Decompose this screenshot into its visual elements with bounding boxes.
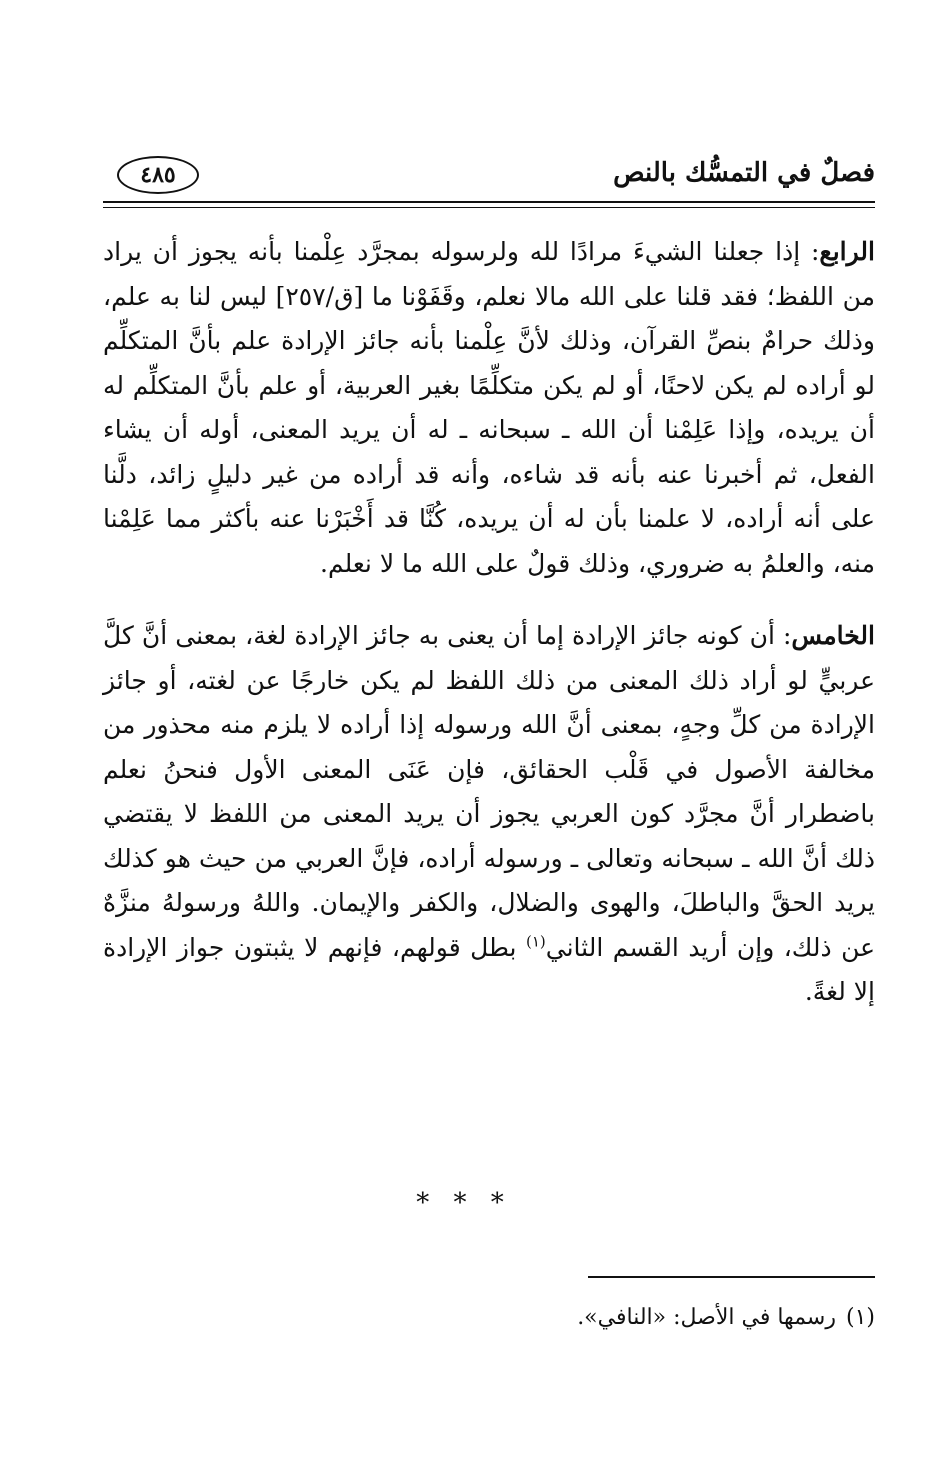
paragraph-body-end: بطل قولهم، فإنهم لا يثبتون جواز الإرادة إلا لغةً. [103,932,875,1006]
paragraph-body: : أن كونه جائز الإرادة إما أن يعنى به جائز الإرادة لغة، بمعنى أنَّ كلَّ عربيٍّ لو أراد ذلك المعنى من ذلك اللفظ لم يكن خارجًا عن لغته، أو جائز الإرادة من كلِّ وجهٍ، بمعنى أنَّ الله ورسوله إذا أراده لا يلزم منه محذور من مخالفة الأصول في قَلْب الحقائق، فإن عَنَى المعنى الأول فنحنُ نعلم باضطرار أنَّ مجرَّد كون العربي يجوز أن يريد المعنى من اللفظ لا يقتضي ذلك أنَّ الله ـ سبحانه وتعالى ـ ورسوله أراده، فإنَّ العربي من حيث هو كذلك يريد الحقَّ والباطلَ، والهوى والضلال، والكفر والإيمان. واللهُ ورسولهُ منزَّهٌ عن ذلك، وإن أريد القسم الثاني [103,621,876,962]
footnote-text: رسمها في الأصل: «النافي». [577,1305,836,1330]
header-rule-thin [103,207,875,208]
footnote-rule [588,1276,875,1278]
paragraph-lead: الرابع [819,237,875,266]
header-rule-thick [103,201,875,203]
footnote-reference[interactable]: (١) [525,932,546,951]
main-text [103,230,875,1015]
footnote-number: (١) [845,1305,875,1330]
page-number-badge: ٤٨٥ [117,156,199,194]
section-separator: * * * [416,1188,512,1218]
paragraph-lead: الخامس [791,621,875,650]
paragraph-body: : إذا جعلنا الشيءَ مرادًا لله ولرسوله بمجرَّد عِلْمنا بأنه يجوز أن يراد من اللفظ؛ فقد قلنا على الله مالا نعلم، وقَفَوْنا ما [ق/٢٥٧] ليس لنا به علم، وذلك حرامٌ بنصِّ القرآن، وذلك لأنَّ عِلْمنا بأنه جائز الإرادة علم بأنَّ المتكلِّم لو أراده لم يكن لاحنًا، أو لم يكن متكلِّمًا بغير العربية، أو علم بأنَّ المتكلِّم له أن يريده، وإذا عَلِمْنا أن الله ـ سبحانه ـ له أن يريد المعنى، أوله أن يشاء الفعل، ثم أخبرنا عنه بأنه قد شاءه، وأنه قد أراده من غير دليلٍ زائد، دلَّنا على أنه أراده، لا علمنا بأن له أن يريده، كُنَّا قد أَخْبَرْنا عنه بأكثر مما عَلِمْنا منه، والعلمُ به ضروري، وذلك قولٌ على الله ما لا نعلم. [103,237,875,578]
page-header [103,150,875,200]
running-title: فصلٌ في التمسُّك بالنص [613,158,875,188]
footnote [103,1300,875,1336]
paragraph-fifth [103,614,875,1015]
paragraph-fourth [103,230,875,586]
